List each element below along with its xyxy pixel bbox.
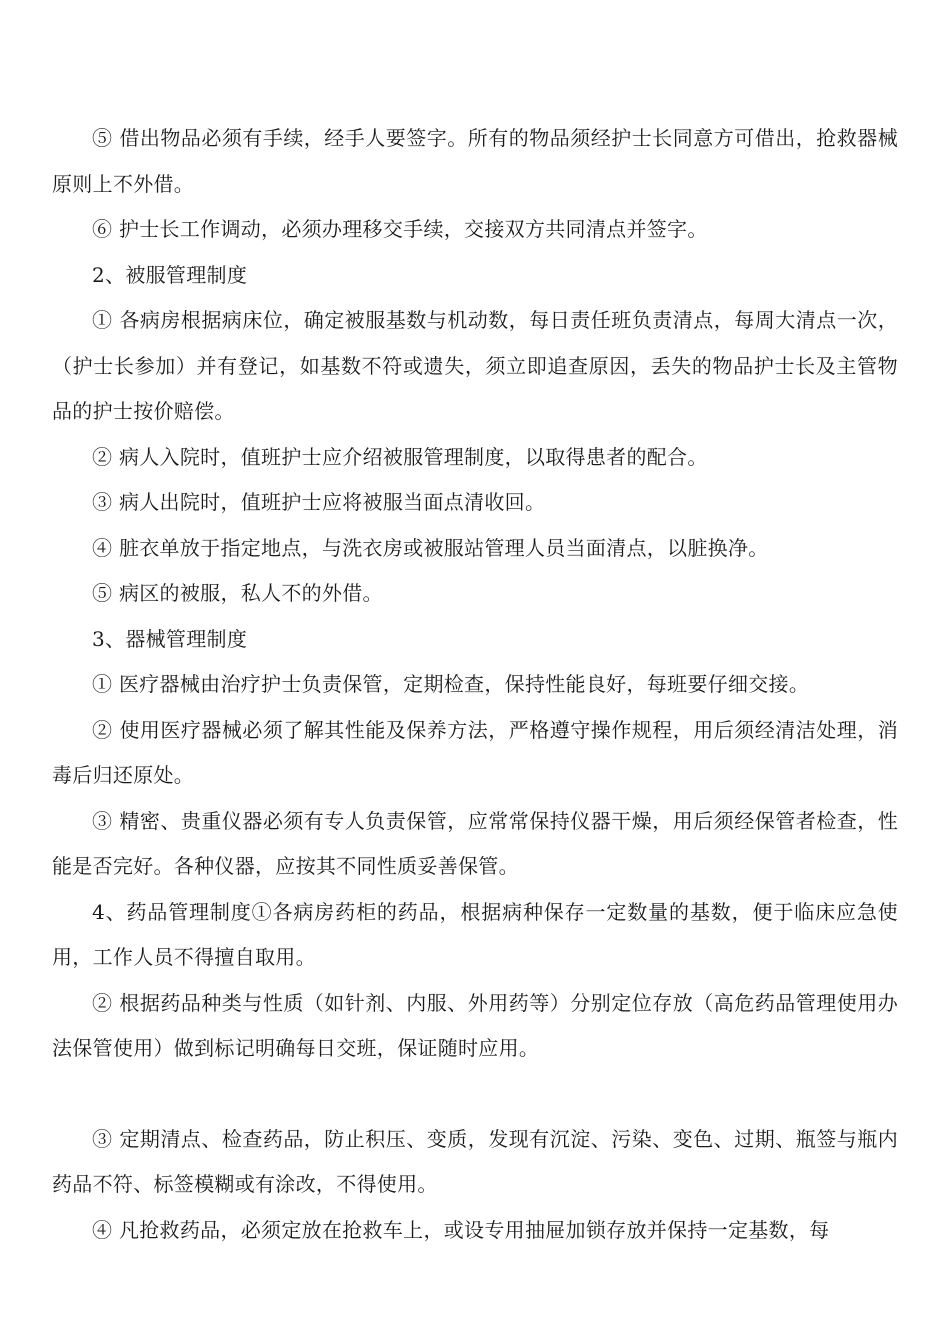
paragraph-bedding-5: ⑤ 病区的被服，私人不的外借。 (92, 581, 383, 605)
paragraph-equipment-1: ① 医疗器械由治疗护士负责保管，定期检查，保持性能良好，每班要仔细交接。 (92, 672, 810, 696)
paragraph-bedding-2: ② 病人入院时，值班护士应介绍被服管理制度，以取得患者的配合。 (92, 444, 708, 469)
paragraph-bedding-1: ① 各病房根据病床位，确定被服基数与机动数，每日责任班负责清点，每周大清点一次，（护士长参加）并有登记，如基数不符或遗失，须立即追查原因，丢失的物品护士长及主管物品的护士按价赔偿。 (52, 308, 898, 423)
section-heading-bedding: 2、被服管理制度 (92, 262, 248, 287)
paragraph-medicine-4: ④ 凡抢救药品，必须定放在抢救车上，或设专用抽屉加锁存放并保持一定基数，每 (92, 1217, 830, 1242)
paragraph-equipment-2: ② 使用医疗器械必须了解其性能及保养方法，严格遵守操作规程，用后须经清洁处理，消毒后归还原处。 (52, 717, 898, 787)
paragraph-bedding-4: ④ 脏衣单放于指定地点，与洗衣房或被服站管理人员当面清点，以脏换净。 (92, 535, 769, 560)
paragraph-medicine-3: ③ 定期清点、检查药品，防止积压、变质，发现有沉淀、污染、变色、过期、瓶签与瓶内药品不符、标签模糊或有涂改，不得使用。 (52, 1126, 898, 1196)
paragraph-medicine-1: 4、药品管理制度①各病房药柜的药品，根据病种保存一定数量的基数，便于临床应急使用，工作人员不得擅自取用。 (52, 899, 898, 969)
paragraph-head-nurse-transfer: ⑥ 护士长工作调动，必须办理移交手续，交接双方共同清点并签字。 (92, 217, 708, 241)
paragraph-borrowing-rule: ⑤ 借出物品必须有手续，经手人要签字。所有的物品须经护士长同意方可借出，抢救器械原则上不外借。 (52, 126, 898, 196)
section-heading-equipment: 3、器械管理制度 (92, 626, 248, 651)
paragraph-medicine-2: ② 根据药品种类与性质（如针剂、内服、外用药等）分别定位存放（高危药品管理使用办法保管使用）做到标记明确每日交班，保证随时应用。 (52, 990, 898, 1060)
paragraph-equipment-3: ③ 精密、贵重仪器必须有专人负责保管，应常常保持仪器干燥，用后须经保管者检查，性能是否完好。各种仪器，应按其不同性质妥善保管。 (52, 808, 898, 878)
paragraph-bedding-3: ③ 病人出院时，值班护士应将被服当面点清收回。 (92, 490, 546, 514)
paragraph-gap (52, 1072, 898, 1117)
